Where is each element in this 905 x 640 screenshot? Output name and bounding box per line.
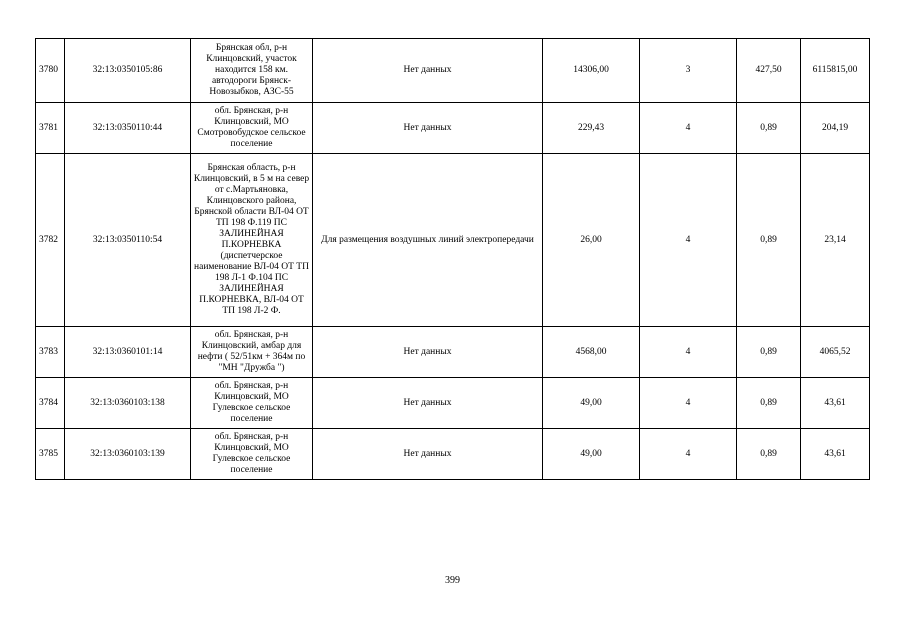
area-cell: 49,00 [543, 429, 640, 480]
table-row [36, 327, 870, 378]
rate-cell: 0,89 [737, 429, 801, 480]
table-row [36, 429, 870, 480]
value-cell: 6115815,00 [801, 39, 870, 103]
group-cell: 4 [640, 378, 737, 429]
cadastral-number: 32:13:0350110:44 [65, 103, 191, 154]
group-cell: 3 [640, 39, 737, 103]
address-cell: обл. Брянская, р-н Клинцовский, МО Смотровобудское сельское поселение [191, 103, 313, 154]
cadastral-number: 32:13:0360103:138 [65, 378, 191, 429]
row-number: 3780 [36, 39, 65, 103]
address-cell: обл. Брянская, р-н Клинцовский, МО Гулевское сельское поселение [191, 429, 313, 480]
cadastral-number: 32:13:0350105:86 [65, 39, 191, 103]
value-cell: 204,19 [801, 103, 870, 154]
usage-cell: Для размещения воздушных линий электропередачи [313, 154, 543, 327]
group-cell: 4 [640, 154, 737, 327]
rate-cell: 427,50 [737, 39, 801, 103]
usage-cell: Нет данных [313, 378, 543, 429]
rate-cell: 0,89 [737, 103, 801, 154]
table-row [36, 154, 870, 327]
value-cell: 4065,52 [801, 327, 870, 378]
address-cell: обл. Брянская, р-н Клинцовский, амбар для нефти ( 52/51км + 364м по "МН "Дружба ") [191, 327, 313, 378]
cadastral-number: 32:13:0360103:139 [65, 429, 191, 480]
group-cell: 4 [640, 103, 737, 154]
cadastral-number: 32:13:0350110:54 [65, 154, 191, 327]
area-cell: 229,43 [543, 103, 640, 154]
address-cell: обл. Брянская, р-н Клинцовский, МО Гулевское сельское поселение [191, 378, 313, 429]
address-cell: Брянская обл, р-н Клинцовский, участок находится 158 км. автодороги Брянск-Новозыбков, АЗС-55 [191, 39, 313, 103]
address-cell: Брянская область, р-н Клинцовский, в 5 м на север от с.Мартьяновка, Клинцовского района, Брянской области ВЛ-04 ОТ ТП 198 Ф.119 ПС ЗАЛИНЕЙНАЯ П.КОРНЕВКА (диспетчерское наименование ВЛ-04 ОТ ТП 198 Л-1 Ф.104 ПС ЗАЛИНЕЙНАЯ П.КОРНЕВКА, ВЛ-04 ОТ ТП 198 Л-2 Ф. [191, 154, 313, 327]
area-cell: 4568,00 [543, 327, 640, 378]
row-number: 3783 [36, 327, 65, 378]
usage-cell: Нет данных [313, 39, 543, 103]
area-cell: 49,00 [543, 378, 640, 429]
row-number: 3785 [36, 429, 65, 480]
table-row [36, 39, 870, 103]
usage-cell: Нет данных [313, 429, 543, 480]
table-row [36, 378, 870, 429]
value-cell: 23,14 [801, 154, 870, 327]
rate-cell: 0,89 [737, 154, 801, 327]
rate-cell: 0,89 [737, 378, 801, 429]
value-cell: 43,61 [801, 429, 870, 480]
page-number: 399 [445, 575, 460, 586]
usage-cell: Нет данных [313, 103, 543, 154]
area-cell: 14306,00 [543, 39, 640, 103]
row-number: 3781 [36, 103, 65, 154]
value-cell: 43,61 [801, 378, 870, 429]
row-number: 3782 [36, 154, 65, 327]
area-cell: 26,00 [543, 154, 640, 327]
group-cell: 4 [640, 327, 737, 378]
usage-cell: Нет данных [313, 327, 543, 378]
table-row [36, 103, 870, 154]
cadastral-table [35, 38, 870, 480]
group-cell: 4 [640, 429, 737, 480]
rate-cell: 0,89 [737, 327, 801, 378]
cadastral-number: 32:13:0360101:14 [65, 327, 191, 378]
row-number: 3784 [36, 378, 65, 429]
